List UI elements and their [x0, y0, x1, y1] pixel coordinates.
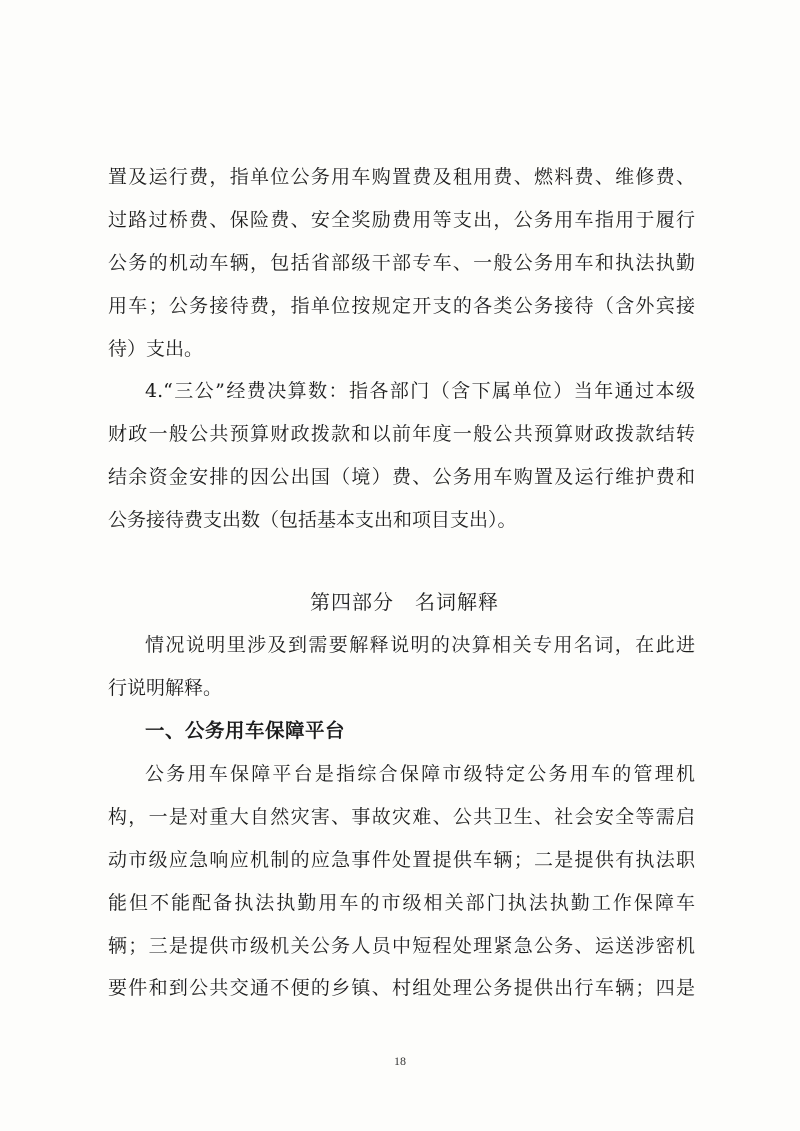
- section-heading: 第四部分 名词解释: [310, 590, 499, 615]
- text-line: 财政一般公共预算财政拨款和以前年度一般公共预算财政拨款结转: [108, 423, 695, 446]
- text-line: 4.“三公”经费决算数：指各部门（含下属单位）当年通过本级: [145, 380, 695, 403]
- text-line: 过路过桥费、保险费、安全奖励费用等支出，公务用车指用于履行: [108, 208, 695, 231]
- paragraph-three-public-expenses: [108, 370, 695, 542]
- paragraph-intro: [108, 624, 695, 710]
- text-line: 行说明解释。: [108, 677, 223, 700]
- text-line: 公务接待费支出数（包括基本支出和项目支出）。: [108, 509, 517, 532]
- text-line: 能但不能配备执法执勤用车的市级相关部门执法执勤工作保障车: [108, 891, 695, 914]
- text-line: 辆；三是提供市级机关公务人员中短程处理紧急公务、运送涉密机: [108, 934, 695, 957]
- document-body: [108, 156, 695, 1010]
- text-line: 公务的机动车辆，包括省部级干部专车、一般公务用车和执法执勤: [108, 251, 695, 274]
- page-number: 18: [394, 1054, 406, 1068]
- subsection-heading: 一、公务用车保障平台: [145, 719, 346, 743]
- text-line: 用车；公务接待费，指单位按规定开支的各类公务接待（含外宾接: [108, 294, 695, 317]
- text-line: 待）支出。: [108, 337, 204, 360]
- paragraph-vehicle-expense-definition: [108, 156, 695, 370]
- text-line: 动市级应急响应机制的应急事件处置提供车辆；二是提供有执法职: [108, 848, 695, 871]
- text-line: 置及运行费，指单位公务用车购置费及租用费、燃料费、维修费、: [108, 166, 695, 188]
- text-line: 结余资金安排的因公出国（境）费、公务用车购置及运行维护费和: [108, 466, 695, 489]
- paragraph-vehicle-platform: [108, 753, 695, 1010]
- text-line: 公务用车保障平台是指综合保障市级特定公务用车的管理机: [145, 762, 695, 785]
- text-line: 构，一是对重大自然灾害、事故灾难、公共卫生、社会安全等需启: [108, 805, 695, 828]
- text-line: 情况说明里涉及到需要解释说明的决算相关专用名词，在此进: [145, 634, 695, 657]
- text-line: 要件和到公共交通不便的乡镇、村组处理公务提供出行车辆；四是: [108, 977, 695, 1000]
